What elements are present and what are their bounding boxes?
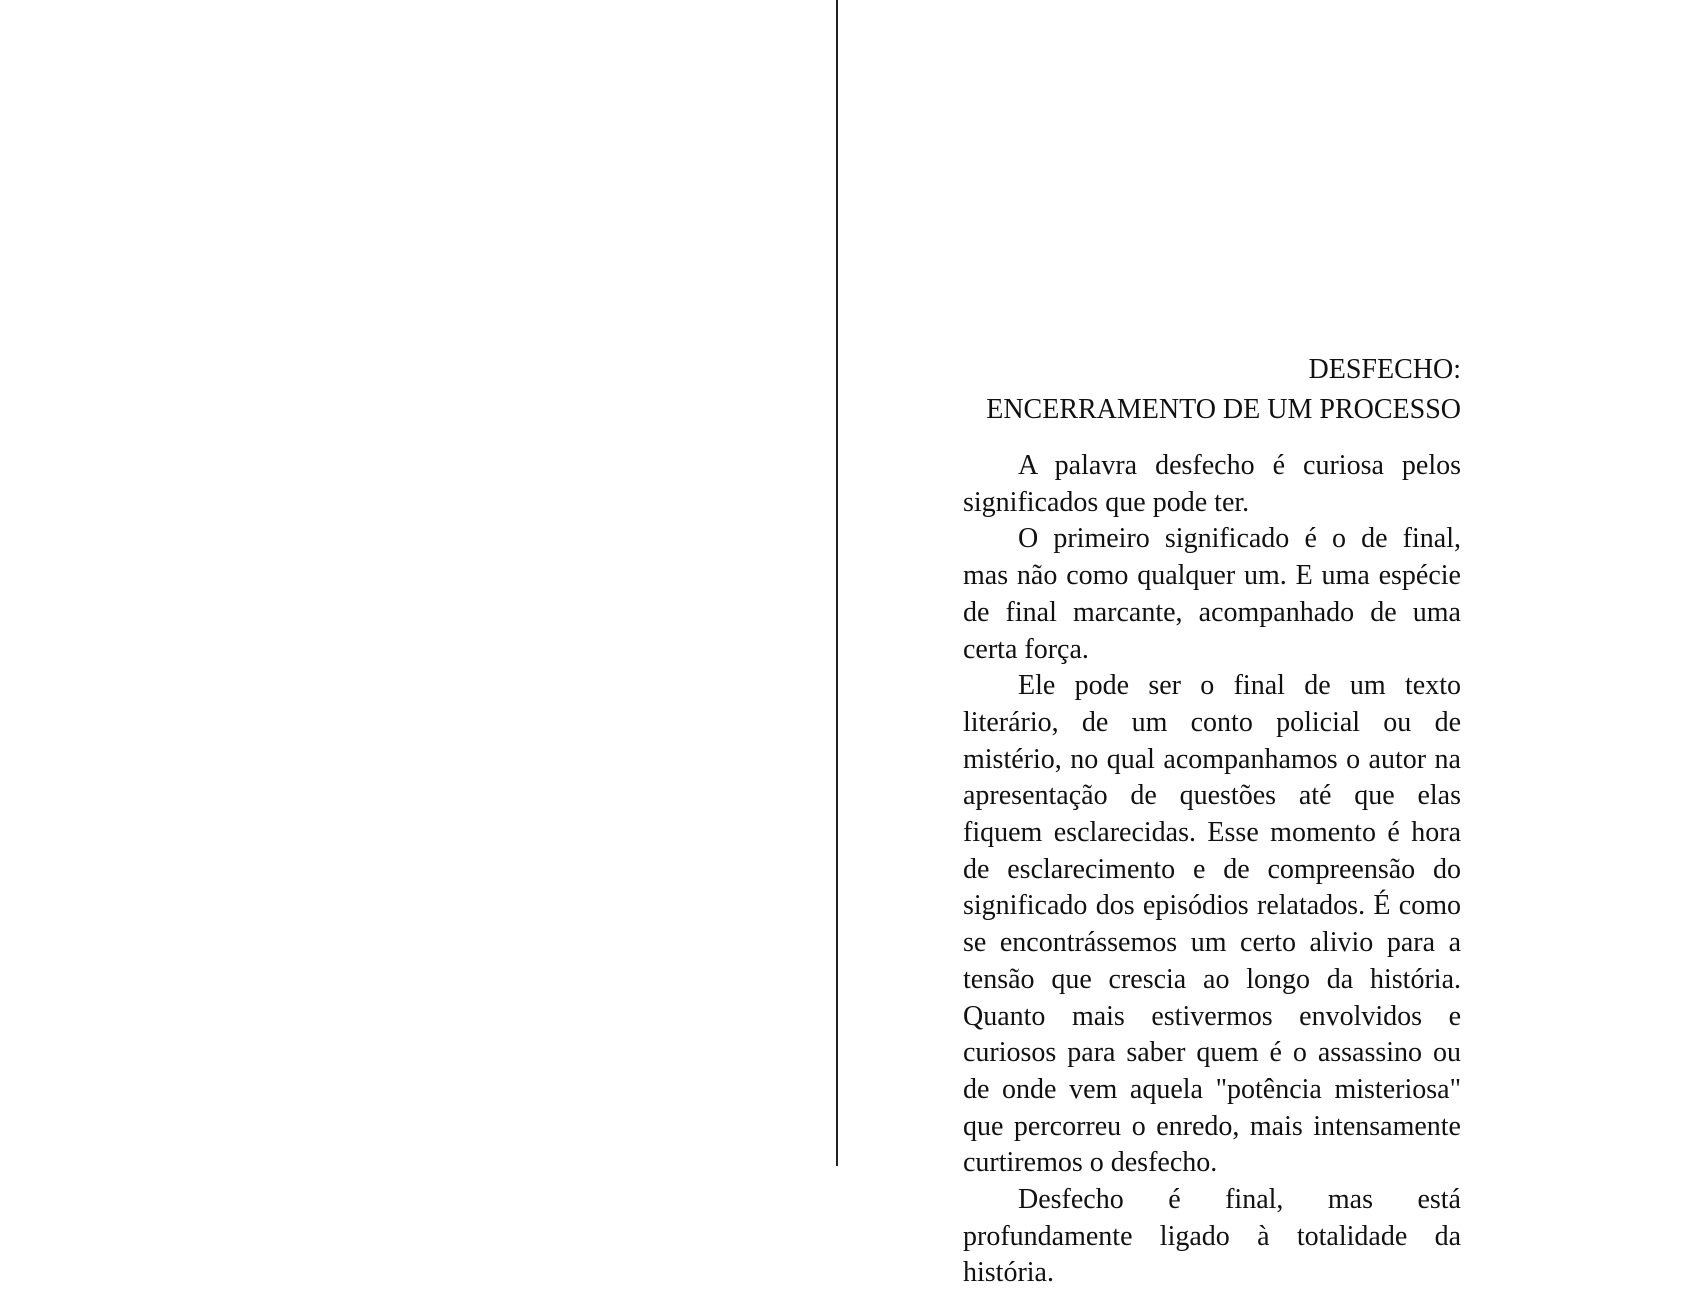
paragraph-2: O primeiro significado é o de final, mas não como qualquer um. E uma espécie de final marcante, acompanhado de uma certa força. <box>963 523 1461 665</box>
right-page <box>838 0 1684 1289</box>
paragraph-3: Ele pode ser o final de um texto literário, de um conto policial ou de mistério, no qual acompanhamos o autor na apresentação de questões até que elas fiquem esclarecidas. Esse momento é hora de esclarecimento e de compreensão do significado dos episódios relatados. É como se encontrássemos um certo alivio para a tensão que crescia ao longo da história. Quanto mais estivermos envolvidos e curiosos para saber quem é o assassino ou de onde vem aquela "potência misteriosa" que percorreu o enredo, mais intensamente curtiremos o desfecho. <box>963 670 1461 1179</box>
chapter-heading-line-2: ENCERRAMENTO DE UM PROCESSO <box>986 394 1461 425</box>
paragraph-1: A palavra desfecho é curiosa pelos significados que pode ter. <box>963 450 1461 518</box>
left-page-blank <box>0 0 836 1166</box>
chapter-body <box>963 448 1461 1292</box>
chapter-heading <box>968 350 1461 430</box>
paragraph-4: Desfecho é final, mas está profundamente ligado à totalidade da história. <box>963 1184 1461 1289</box>
chapter-heading-line-1: DESFECHO: <box>1308 354 1461 385</box>
